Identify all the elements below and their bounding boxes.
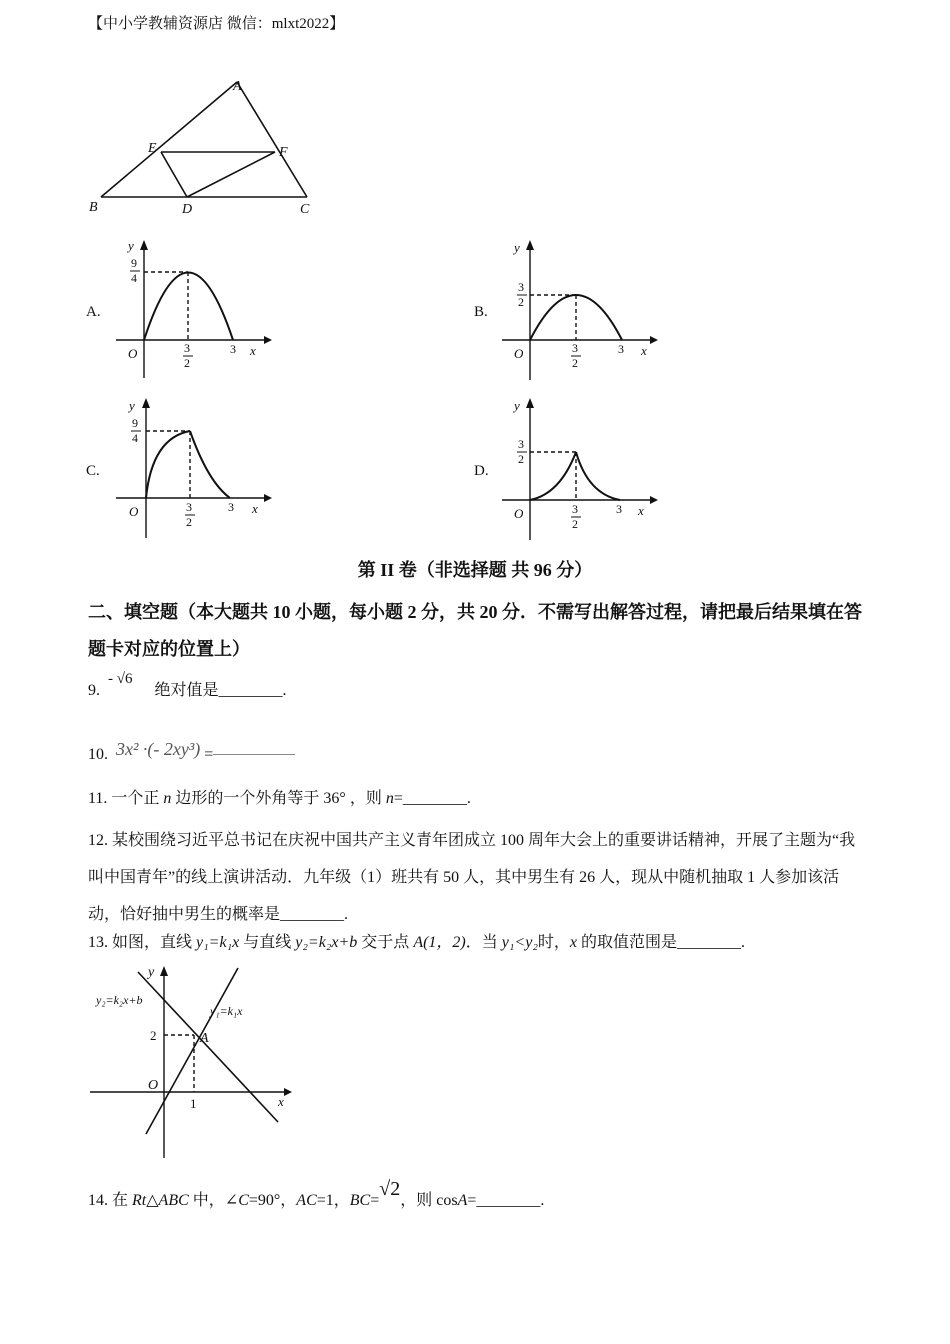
x-tick-den: 2 — [186, 515, 192, 529]
question-13 — [88, 932, 745, 954]
q11-mid: 边形的一个外角等于 36° ，则 — [171, 790, 386, 807]
x-tick-end: 3 — [618, 342, 624, 356]
question-10 — [88, 738, 295, 762]
q14-var-A: A — [457, 1192, 468, 1209]
y-tick-num: 9 — [131, 256, 137, 270]
x-tick-1: 1 — [190, 1096, 197, 1111]
origin-label: O — [514, 346, 524, 361]
q13-text-b: 与直线 — [239, 934, 296, 951]
origin-label: O — [128, 346, 138, 361]
question-14 — [88, 1178, 545, 1212]
q14-var-C: C — [238, 1192, 249, 1209]
option-A-letter: A. — [86, 304, 101, 320]
label-E: E — [148, 141, 157, 156]
q13-figure — [88, 960, 303, 1165]
q14-text-g: =________. — [467, 1192, 545, 1209]
y-axis-label: y — [148, 965, 155, 980]
x-tick-den: 2 — [572, 517, 578, 531]
x-tick-num: 3 — [572, 341, 578, 355]
option-B-letter: B. — [474, 304, 488, 320]
y-axis-label: y — [514, 240, 520, 255]
y-tick-num: 3 — [518, 280, 524, 294]
y-tick-den: 2 — [518, 295, 524, 309]
q13-text-f: 的取值范围是________. — [577, 934, 746, 951]
x-tick-den: 2 — [184, 356, 190, 370]
q13-text-e: 时， — [537, 934, 570, 951]
q14-text-d: =1， — [316, 1192, 350, 1209]
q10-equals: = — [204, 746, 214, 763]
label-D: D — [182, 202, 193, 217]
question-12: 12. 某校围绕习近平总书记在庆祝中国共产主义青年团成立 100 周年大会上的重要讲话精神，开展了主题为“我叫中国青年”的线上演讲活动．九年级（1）班共有 50 人，其中男生有 26 人，现从中随机抽取 1 人参加该活动，恰好抽中男生的概率是________. — [88, 832, 856, 923]
y-tick-den: 4 — [132, 431, 138, 445]
point-A-label: A — [200, 1031, 209, 1046]
x-axis-label: x — [638, 503, 644, 518]
y-tick-den: 2 — [518, 452, 524, 466]
question-9 — [88, 671, 287, 702]
y-axis-label: y — [128, 238, 134, 253]
x-tick-end: 3 — [228, 500, 234, 514]
line1-label: y₁=k₁x — [210, 1004, 243, 1018]
option-A-graph — [112, 236, 282, 386]
q13-text-a: 13. 如图，直线 — [88, 934, 197, 951]
q13-text-d: ．当 — [465, 934, 502, 951]
option-D-graph — [498, 394, 668, 544]
label-B: B — [89, 200, 98, 215]
x-axis-label: x — [250, 343, 256, 358]
x-tick-num: 3 — [572, 502, 578, 516]
label-A: A — [233, 79, 242, 94]
y-tick-den: 4 — [131, 271, 137, 285]
q11-suffix: =________. — [393, 790, 471, 807]
question-11 — [88, 788, 471, 810]
q13-eq1: y₁=k₁x — [196, 934, 240, 951]
question-number: 10. — [88, 746, 108, 763]
q14-text-a: 14. 在 — [88, 1192, 133, 1209]
q9-text: 绝对值是________. — [154, 682, 287, 699]
q13-inequality: y₁<y₂ — [501, 934, 538, 951]
q14-var-AC: AC — [296, 1192, 317, 1209]
triangle-figure — [85, 72, 325, 222]
option-C-letter: C. — [86, 463, 100, 479]
q11-var-n2: n — [385, 790, 394, 807]
y-tick-num: 9 — [132, 416, 138, 430]
answer-blank[interactable] — [213, 740, 295, 755]
option-B-graph — [498, 236, 668, 386]
q14-text-c: =90°， — [248, 1192, 297, 1209]
q11-prefix: 11. 一个正 — [88, 790, 164, 807]
q13-point: A(1，2) — [413, 934, 466, 951]
header-source: 【中小学教辅资源店 微信：mlxt2022】 — [88, 16, 345, 32]
q10-expression: 3x² ·(- 2xy³) — [116, 739, 201, 759]
y-axis-label: y — [514, 398, 520, 413]
label-F: F — [279, 145, 288, 160]
x-tick-end: 3 — [230, 342, 236, 356]
q9-expression: - √6 — [108, 671, 133, 687]
part-title: 二、填空题（本大题共 10 小题，每小题 2 分，共 20 分．不需写出解答过程，请把最后结果填在答题卡对应的位置上） — [88, 602, 862, 659]
option-D-letter: D. — [474, 463, 489, 479]
y-tick-2: 2 — [150, 1028, 157, 1043]
x-tick-end: 3 — [616, 502, 622, 516]
section-title: 第 II 卷（非选择题 共 96 分） — [357, 560, 593, 580]
y-tick-num: 3 — [518, 437, 524, 451]
x-axis-label: x — [252, 501, 258, 516]
option-C-graph — [112, 394, 282, 544]
q14-text-e: = — [370, 1192, 380, 1209]
q13-eq2: y₂=k₂x+b — [295, 934, 358, 951]
question-number: 9. — [88, 682, 100, 699]
x-axis-label: x — [278, 1094, 284, 1109]
x-tick-num: 3 — [184, 341, 190, 355]
q11-var-n: n — [163, 790, 172, 807]
line2-label: y₂=k₂x+b — [96, 993, 143, 1007]
x-axis-label: x — [641, 343, 647, 358]
q14-text-b: 中，∠ — [188, 1192, 239, 1209]
q14-triangle: Rt△ABC — [132, 1192, 189, 1209]
y-axis-label: y — [129, 398, 135, 413]
x-tick-num: 3 — [186, 500, 192, 514]
origin-label: O — [514, 506, 524, 521]
q13-text-c: 交于点 — [357, 934, 414, 951]
q13-var-x: x — [569, 934, 578, 951]
origin-label: O — [129, 504, 139, 519]
x-tick-den: 2 — [572, 356, 578, 370]
label-C: C — [300, 202, 310, 217]
origin-label: O — [148, 1078, 159, 1093]
q14-sqrt: √2 — [379, 1178, 401, 1200]
q14-var-BC: BC — [349, 1192, 371, 1209]
q14-text-f: ，则 cos — [400, 1192, 458, 1209]
